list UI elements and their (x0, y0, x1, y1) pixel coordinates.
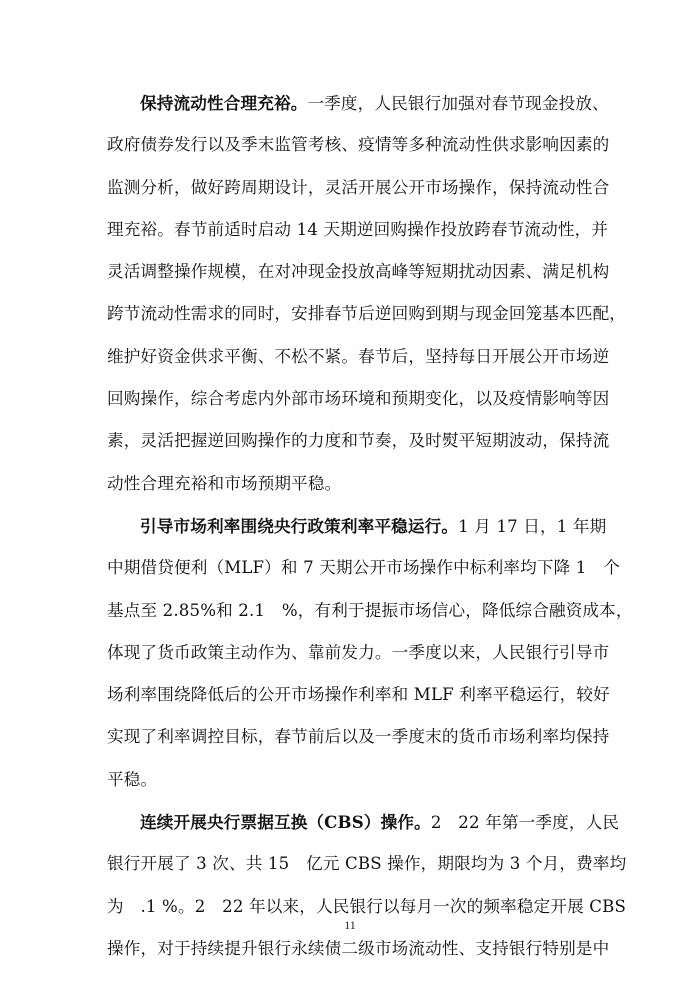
paragraph-3-heading: 连续开展央行票据互换（CBS）操作。 (140, 812, 431, 833)
paragraph-2-line-1 (107, 505, 607, 547)
paragraph-2-heading: 引导市场利率围绕央行政策利率平稳运行。 (140, 515, 459, 536)
paragraph-3-text: 2 22 年第一季度，人民 (430, 813, 620, 833)
paragraph-1-line-5: 灵活调整操作规模，在对冲现金投放高峰等短期扰动因素、满足机构 (107, 262, 610, 282)
paragraph-1-line-2: 政府债券发行以及季末监管考核、疫情等多种流动性供求影响因素的 (107, 135, 610, 155)
paragraph-3-line-3: 为 .1 %。2 22 年以来，人民银行以每月一次的频率稳定开展 CBS (107, 896, 627, 916)
page-number: 11 (344, 918, 356, 932)
paragraph-2-line-6: 实现了利率调控目标，春节前后以及一季度末的货币市场利率均保持 (107, 727, 610, 747)
paragraph-1-line-7: 维护好资金供求平衡、不松不紧。春节后，坚持每日开展公开市场逆 (107, 346, 610, 366)
paragraph-2-line-5: 场利率围绕降低后的公开市场操作利率和 MLF 利率平稳运行，较好 (107, 685, 610, 705)
paragraph-2-text: 1 月 17 日，1 年期 (458, 516, 607, 536)
paragraph-1-line-6: 跨节流动性需求的同时，安排春节后逆回购到期与现金回笼基本匹配， (107, 304, 627, 324)
paragraph-1-line-4: 理充裕。春节前适时启动 14 天期逆回购操作投放跨春节流动性，并 (107, 219, 609, 239)
paragraph-2-line-3: 基点至 2.85%和 2.1 %，有利于提振市场信心，降低综合融资成本， (107, 600, 633, 620)
paragraph-3-line-2: 银行开展了 3 次、共 15 亿元 CBS 操作，期限均为 3 个月，费率均 (107, 854, 627, 874)
paragraph-2-line-4: 体现了货币政策主动作为、靠前发力。一季度以来，人民银行引导市 (107, 642, 610, 662)
paragraph-1-text: 一季度，人民银行加强对春节现金投放、 (307, 94, 609, 113)
paragraph-1-line-1 (107, 82, 609, 124)
paragraph-1-heading: 保持流动性合理充裕。 (140, 93, 308, 113)
paragraph-3-line-1 (107, 801, 620, 843)
paragraph-1-line-3: 监测分析，做好跨周期设计，灵活开展公开市场操作，保持流动性合 (107, 177, 610, 197)
paragraph-2-line-7: 平稳。 (107, 769, 158, 789)
body-text (107, 82, 633, 970)
paragraph-1-line-8: 回购操作，综合考虑内外部市场环境和预期变化，以及疫情影响等因 (107, 389, 610, 409)
paragraph-3-line-4: 操作，对于持续提升银行永续债二级市场流动性、支持银行特别是中 (107, 938, 610, 958)
paragraph-2-line-2: 中期借贷便利（MLF）和 7 天期公开市场操作中标利率均下降 1 个 (107, 558, 620, 578)
paragraph-1-line-9: 素，灵活把握逆回购操作的力度和节奏，及时熨平短期波动，保持流 (107, 431, 610, 451)
paragraph-1-line-10: 动性合理充裕和市场预期平稳。 (107, 473, 342, 493)
